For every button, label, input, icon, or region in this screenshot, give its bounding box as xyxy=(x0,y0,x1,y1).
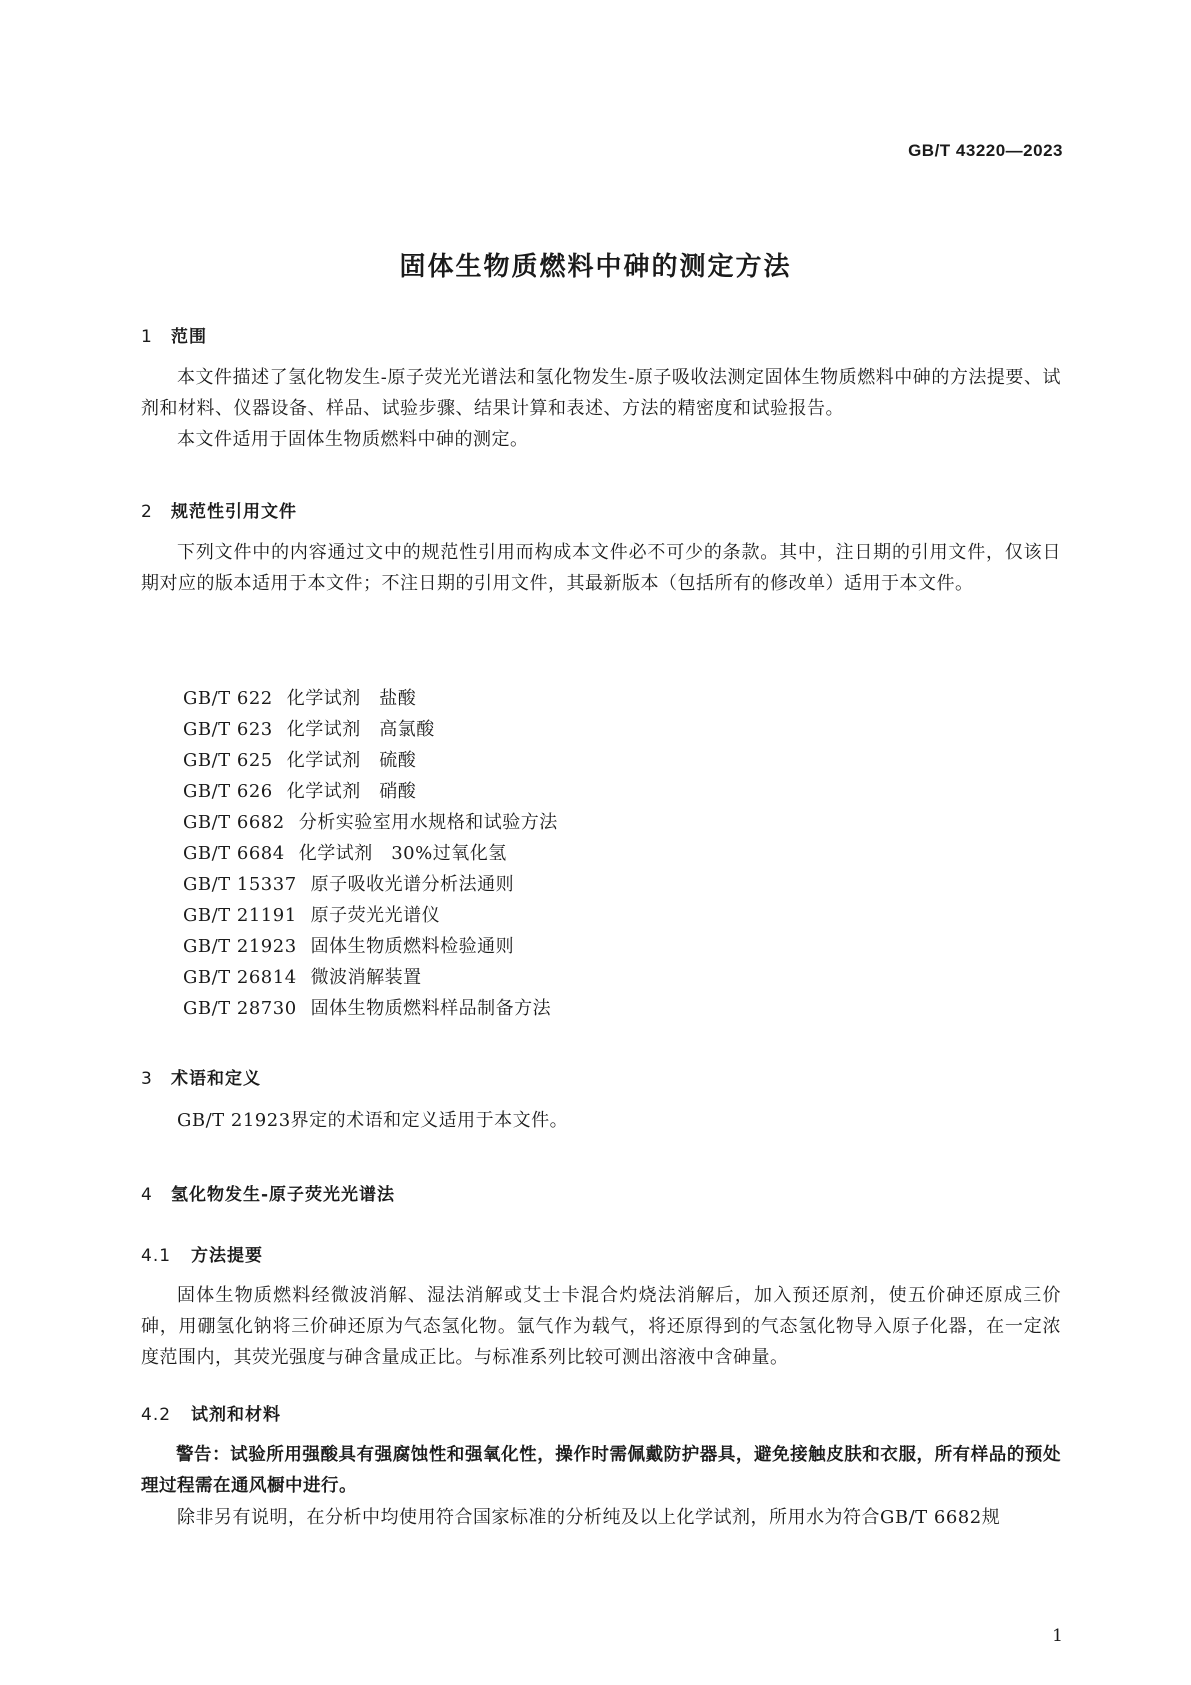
reference-code: GB/T 15337 xyxy=(183,874,297,895)
section-1-paragraph-2: 本文件适用于固体生物质燃料中砷的测定。 xyxy=(177,429,529,450)
reference-item xyxy=(183,900,558,931)
standard-number: GB/T 43220—2023 xyxy=(908,141,1063,160)
reference-title: 固体生物质燃料检验通则 xyxy=(310,936,515,957)
section-number: 4 xyxy=(141,1185,153,1205)
reference-item xyxy=(183,807,558,838)
reference-item xyxy=(183,931,558,962)
reference-item xyxy=(183,683,558,714)
reference-title: 固体生物质燃料样品制备方法 xyxy=(310,998,552,1019)
reference-item xyxy=(183,745,558,776)
reference-code: GB/T 626 xyxy=(183,781,273,802)
section-1-paragraph-1: 本文件描述了氢化物发生-原子荧光光谱法和氢化物发生-原子吸收法测定固体生物质燃料中砷的方法提要、试剂和材料、仪器设备、样品、试验步骤、结果计算和表述、方法的精密度和试验报告。 xyxy=(141,367,1061,419)
reference-code: GB/T 6684 xyxy=(183,843,285,864)
reference-title: 分析实验室用水规格和试验方法 xyxy=(298,812,558,833)
section-number: 4.2 xyxy=(141,1405,172,1425)
section-number: 2 xyxy=(141,502,153,522)
section-4-1-heading xyxy=(141,1241,263,1266)
reference-title: 化学试剂 30%过氧化氢 xyxy=(298,843,507,864)
reference-code: GB/T 622 xyxy=(183,688,273,709)
section-4-2-heading xyxy=(141,1400,281,1425)
reference-title: 微波消解装置 xyxy=(310,967,422,988)
section-2-heading xyxy=(141,497,297,522)
reference-code: GB/T 28730 xyxy=(183,998,297,1019)
reference-item xyxy=(183,962,558,993)
reference-item xyxy=(183,838,558,869)
section-1-heading xyxy=(141,322,207,347)
reference-title: 化学试剂 硫酸 xyxy=(286,750,417,771)
section-number: 3 xyxy=(141,1069,153,1089)
section-title: 氢化物发生-原子荧光光谱法 xyxy=(171,1185,396,1205)
reference-code: GB/T 623 xyxy=(183,719,273,740)
section-2-paragraph-1: 下列文件中的内容通过文中的规范性引用而构成本文件必不可少的条款。其中，注日期的引用文件，仅该日期对应的版本适用于本文件；不注日期的引用文件，其最新版本（包括所有的修改单）适用于本文件。 xyxy=(141,542,1061,594)
reference-item xyxy=(183,714,558,745)
safety-warning: 警告：试验所用强酸具有强腐蚀性和强氧化性，操作时需佩戴防护器具，避免接触皮肤和衣服，所有样品的预处理过程需在通风橱中进行。 xyxy=(141,1445,1061,1496)
section-4-1-paragraph-1: 固体生物质燃料经微波消解、湿法消解或艾士卡混合灼烧法消解后，加入预还原剂，使五价砷还原成三价砷，用硼氢化钠将三价砷还原为气态氢化物。氩气作为载气，将还原得到的气态氢化物导入原子化器，在一定浓度范围内，其荧光强度与砷含量成正比。与标准系列比较可测出溶液中含砷量。 xyxy=(141,1285,1061,1368)
reference-item xyxy=(183,993,558,1024)
reference-code: GB/T 21923 xyxy=(183,936,297,957)
section-3-paragraph-1: GB/T 21923界定的术语和定义适用于本文件。 xyxy=(177,1110,569,1131)
reference-title: 化学试剂 盐酸 xyxy=(286,688,417,709)
section-4-2-paragraph-1: 除非另有说明，在分析中均使用符合国家标准的分析纯及以上化学试剂，所用水为符合GB/T 6682规 xyxy=(177,1507,1001,1528)
section-title: 试剂和材料 xyxy=(191,1405,281,1425)
reference-item xyxy=(183,869,558,900)
reference-code: GB/T 6682 xyxy=(183,812,285,833)
reference-code: GB/T 625 xyxy=(183,750,273,771)
reference-title: 原子荧光光谱仪 xyxy=(310,905,441,926)
section-4-heading xyxy=(141,1180,395,1205)
section-title: 方法提要 xyxy=(191,1246,263,1266)
section-title: 规范性引用文件 xyxy=(171,502,297,522)
page-number: 1 xyxy=(1052,1626,1063,1646)
reference-item xyxy=(183,776,558,807)
section-3-heading xyxy=(141,1064,261,1089)
reference-title: 化学试剂 高氯酸 xyxy=(286,719,435,740)
document-title: 固体生物质燃料中砷的测定方法 xyxy=(399,252,792,282)
normative-references-list xyxy=(183,683,558,1024)
section-number: 4.1 xyxy=(141,1246,172,1266)
reference-title: 化学试剂 硝酸 xyxy=(286,781,417,802)
reference-title: 原子吸收光谱分析法通则 xyxy=(310,874,515,895)
reference-code: GB/T 21191 xyxy=(183,905,297,926)
section-number: 1 xyxy=(141,327,153,347)
reference-code: GB/T 26814 xyxy=(183,967,297,988)
section-title: 范围 xyxy=(171,327,207,347)
section-title: 术语和定义 xyxy=(171,1069,261,1089)
